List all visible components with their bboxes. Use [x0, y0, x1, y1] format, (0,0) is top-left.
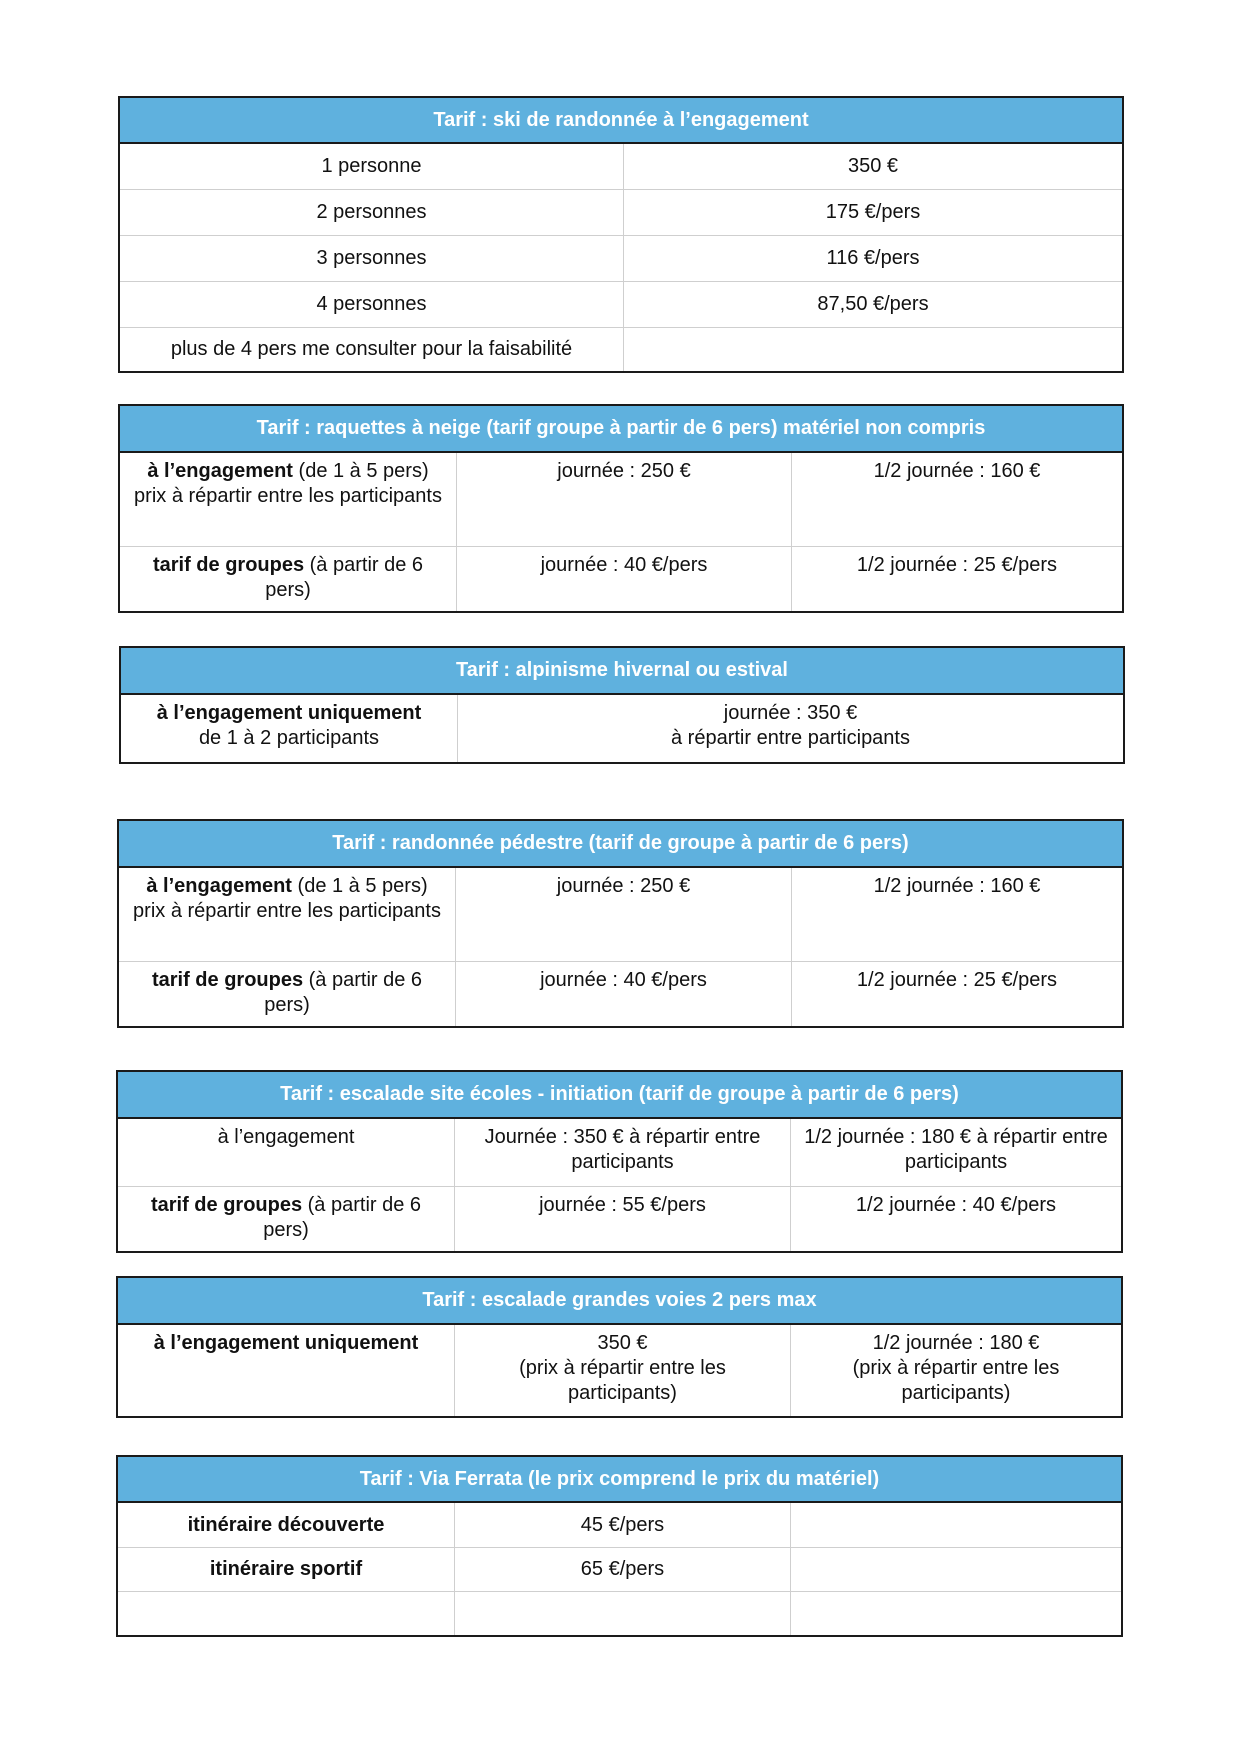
alpinisme-price: [457, 695, 1123, 762]
via-ferrata-row-label: itinéraire sportif: [209, 1558, 363, 1580]
label-rest: (de 1 à 5 pers) prix à répartir entre les participants: [133, 875, 441, 922]
label-bold: à l’engagement uniquement: [153, 1332, 419, 1354]
alpinisme-engagement-label: [121, 695, 457, 762]
via-ferrata-tarif-header: Tarif : Via Ferrata (le prix comprend le prix du matériel): [118, 1457, 1121, 1503]
table-row: [120, 327, 1122, 371]
escalade-ecoles-engagement-label: à l’engagement: [217, 1126, 355, 1148]
ski-row-label: plus de 4 pers me consulter pour la faisabilité: [170, 338, 573, 360]
randonnee-tarif-header: Tarif : randonnée pédestre (tarif de groupe à partir de 6 pers): [119, 821, 1122, 868]
via-ferrata-row-price: 65 €/pers: [454, 1548, 790, 1591]
alpinisme-tarif-table: [119, 646, 1125, 764]
price-note: (prix à répartir entre les participants): [852, 1357, 1060, 1404]
escalade-ecoles-groupes-half-day-price: 1/2 journée : 40 €/pers: [790, 1187, 1121, 1251]
price-note: à répartir entre participants: [670, 727, 910, 749]
table-row: [120, 453, 1122, 546]
table-row: [120, 144, 1122, 189]
escalade-ecoles-groupes-label: [118, 1187, 454, 1251]
randonnee-tarif-table: [117, 819, 1124, 1028]
via-ferrata-row-empty: [790, 1503, 1121, 1547]
escalade-ecoles-tarif-table: [116, 1070, 1123, 1253]
via-ferrata-tarif-table: [116, 1455, 1123, 1637]
randonnee-half-day-price: 1/2 journée : 160 €: [791, 868, 1122, 961]
label-rest: (à partir de 6 pers): [263, 1194, 422, 1241]
label-sub: de 1 à 2 participants: [198, 727, 380, 749]
table-row: [119, 868, 1122, 961]
via-ferrata-row-label: itinéraire découverte: [187, 1513, 385, 1536]
ski-tarif-header: Tarif : ski de randonnée à l’engagement: [120, 98, 1122, 144]
alpinisme-tarif-header: Tarif : alpinisme hivernal ou estival: [121, 648, 1123, 695]
label-bold: à l’engagement: [146, 875, 292, 897]
label-bold: à l’engagement uniquement: [156, 702, 422, 724]
label-bold: tarif de groupes: [152, 554, 305, 576]
raquettes-groupes-day-price: journée : 40 €/pers: [456, 547, 791, 611]
escalade-ecoles-tarif-header: Tarif : escalade site écoles - initiation (tarif de groupe à partir de 6 pers): [118, 1072, 1121, 1119]
grandes-voies-tarif-header: Tarif : escalade grandes voies 2 pers max: [118, 1278, 1121, 1325]
ski-row-price: [623, 328, 1122, 371]
raquettes-engagement-label: [120, 453, 456, 546]
randonnee-groupes-label: [119, 962, 455, 1026]
price-note: (prix à répartir entre les participants): [519, 1357, 726, 1404]
label-bold: tarif de groupes: [151, 969, 304, 991]
ski-row-price: 87,50 €/pers: [623, 282, 1122, 327]
escalade-ecoles-groupes-day-price: journée : 55 €/pers: [454, 1187, 790, 1251]
randonnee-groupes-day-price: journée : 40 €/pers: [455, 962, 791, 1026]
via-ferrata-row-label: [118, 1592, 454, 1635]
table-row: [120, 546, 1122, 611]
raquettes-groupes-half-day-price: 1/2 journée : 25 €/pers: [791, 547, 1122, 611]
ski-tarif-table: [118, 96, 1124, 373]
table-row: [118, 1503, 1121, 1547]
ski-row-label: 4 personnes: [316, 293, 427, 315]
label-bold: à l’engagement: [147, 460, 293, 482]
ski-row-label: 3 personnes: [316, 247, 427, 269]
raquettes-day-price: journée : 250 €: [456, 453, 791, 546]
price-line: 1/2 journée : 180 €: [872, 1332, 1040, 1354]
grandes-voies-engagement-label: [118, 1325, 454, 1416]
via-ferrata-row-price: 45 €/pers: [454, 1503, 790, 1547]
raquettes-tarif-table: [118, 404, 1124, 613]
escalade-ecoles-day-price: Journée : 350 € à répartir entre participants: [454, 1119, 790, 1186]
table-row: [118, 1325, 1121, 1416]
table-row: [119, 961, 1122, 1026]
raquettes-half-day-price: 1/2 journée : 160 €: [791, 453, 1122, 546]
ski-row-label: 2 personnes: [316, 201, 427, 223]
ski-row-price: 350 €: [623, 144, 1122, 189]
via-ferrata-row-empty: [790, 1548, 1121, 1591]
raquettes-tarif-header: Tarif : raquettes à neige (tarif groupe à partir de 6 pers) matériel non compris: [120, 406, 1122, 453]
price-line: 350 €: [597, 1332, 648, 1354]
ski-row-price: 116 €/pers: [623, 236, 1122, 281]
via-ferrata-row-price: [454, 1592, 790, 1635]
label-rest: (de 1 à 5 pers) prix à répartir entre les participants: [134, 460, 442, 507]
table-row: [118, 1547, 1121, 1591]
price-line: journée : 350 €: [723, 702, 858, 724]
randonnee-groupes-half-day-price: 1/2 journée : 25 €/pers: [791, 962, 1122, 1026]
table-row: [120, 281, 1122, 327]
escalade-ecoles-half-day-price: 1/2 journée : 180 € à répartir entre participants: [790, 1119, 1121, 1186]
table-row: [121, 695, 1123, 762]
table-row: [120, 189, 1122, 235]
table-row: [118, 1186, 1121, 1251]
ski-row-price: 175 €/pers: [623, 190, 1122, 235]
ski-row-label: 1 personne: [321, 155, 422, 177]
grandes-voies-tarif-table: [116, 1276, 1123, 1418]
grandes-voies-half-day-price: [790, 1325, 1121, 1416]
table-row: [120, 235, 1122, 281]
table-row: [118, 1591, 1121, 1635]
table-row: [118, 1119, 1121, 1186]
randonnee-day-price: journée : 250 €: [455, 868, 791, 961]
raquettes-groupes-label: [120, 547, 456, 611]
label-rest: (à partir de 6 pers): [264, 969, 423, 1016]
label-rest: (à partir de 6 pers): [265, 554, 424, 601]
label-bold: tarif de groupes: [150, 1194, 303, 1216]
grandes-voies-day-price: [454, 1325, 790, 1416]
randonnee-engagement-label: [119, 868, 455, 961]
via-ferrata-row-empty: [790, 1592, 1121, 1635]
